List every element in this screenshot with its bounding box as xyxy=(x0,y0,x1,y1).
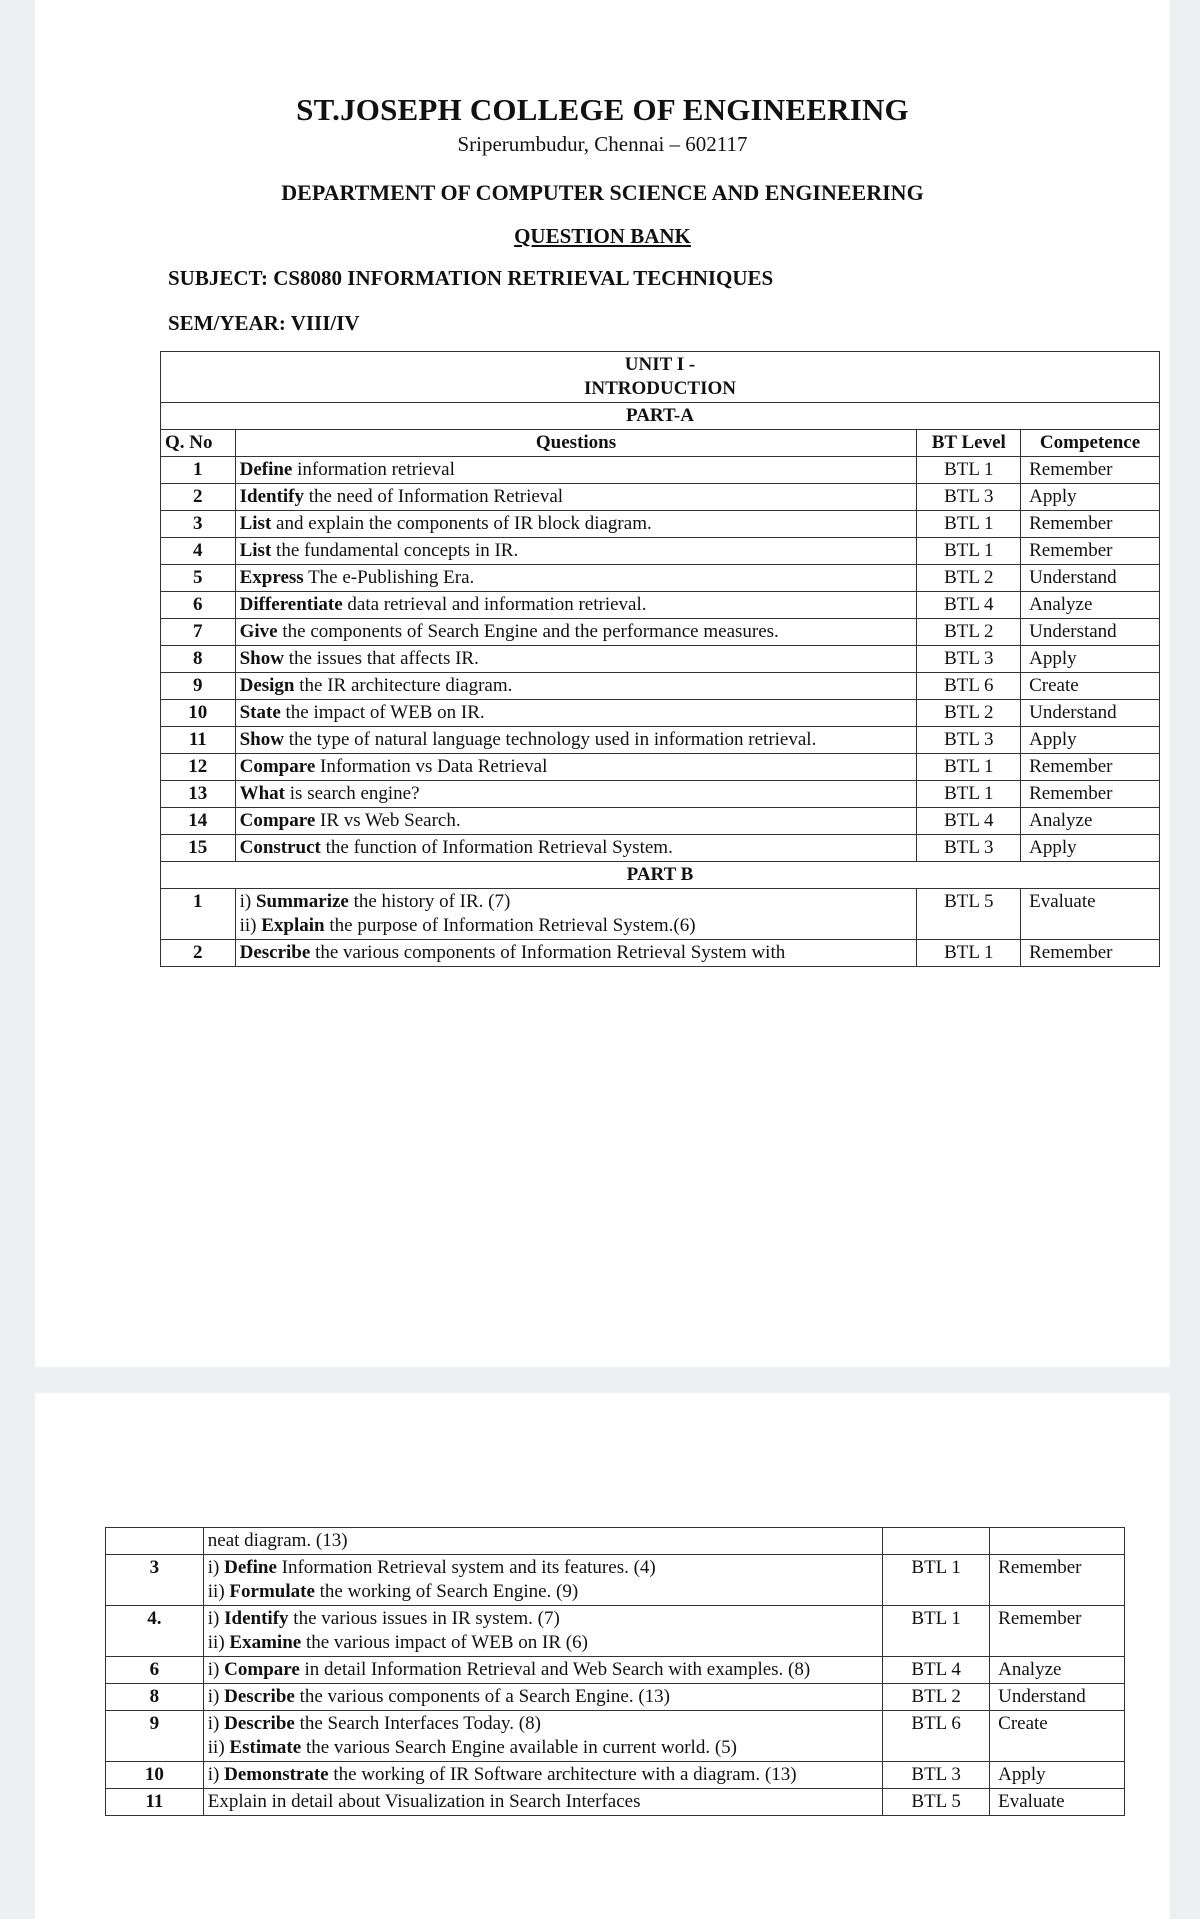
question-rest: IR vs Web Search. xyxy=(315,810,461,831)
question-verb: List xyxy=(239,540,272,561)
question-line xyxy=(208,1580,878,1604)
question-rest: and explain the components of IR block diagram. xyxy=(271,513,652,534)
question-verb: Identify xyxy=(224,1608,289,1629)
bt-level: BTL 6 xyxy=(917,673,1021,700)
question-text xyxy=(235,538,917,565)
question-text xyxy=(203,1711,882,1762)
document-page-1 xyxy=(35,0,1170,1367)
competence: Remember xyxy=(1021,781,1160,808)
question-line xyxy=(208,1556,878,1580)
question-table-page-1 xyxy=(160,351,1160,967)
competence: Analyze xyxy=(990,1657,1125,1684)
question-text xyxy=(203,1555,882,1606)
bt-level: BTL 4 xyxy=(883,1657,990,1684)
table-row xyxy=(161,646,1160,673)
question-line xyxy=(240,914,913,938)
question-number: 15 xyxy=(161,835,236,862)
question-number: 2 xyxy=(161,940,236,967)
question-number: 4 xyxy=(161,538,236,565)
table-row xyxy=(161,835,1160,862)
table-row xyxy=(161,889,1160,940)
question-number: 8 xyxy=(161,646,236,673)
question-verb: Formulate xyxy=(229,1581,315,1602)
competence: Understand xyxy=(990,1684,1125,1711)
part-a-row xyxy=(161,403,1160,430)
bt-level: BTL 3 xyxy=(917,484,1021,511)
question-number: 1 xyxy=(161,889,236,940)
question-rest: the purpose of Information Retrieval System.(6) xyxy=(324,915,696,936)
unit-number: UNIT I - xyxy=(624,354,696,375)
bt-level: BTL 2 xyxy=(917,619,1021,646)
competence: Apply xyxy=(990,1762,1125,1789)
part-a-label: PART-A xyxy=(161,403,1160,430)
question-rest: in detail Information Retrieval and Web Search with examples. (8) xyxy=(299,1659,811,1680)
question-number: 11 xyxy=(161,727,236,754)
bt-level: BTL 5 xyxy=(883,1789,990,1816)
question-prefix: i) xyxy=(239,891,256,912)
college-name: ST.JOSEPH COLLEGE OF ENGINEERING xyxy=(296,92,909,127)
table-row xyxy=(161,727,1160,754)
question-text xyxy=(235,457,917,484)
bt-level: BTL 1 xyxy=(917,457,1021,484)
question-text xyxy=(235,727,917,754)
question-prefix: ii) xyxy=(207,1737,230,1758)
competence: Analyze xyxy=(1021,592,1160,619)
question-number: 11 xyxy=(106,1789,204,1816)
table-row xyxy=(106,1711,1125,1762)
bt-level: BTL 5 xyxy=(917,889,1021,940)
question-verb: Define xyxy=(224,1557,277,1578)
question-text xyxy=(235,835,917,862)
table-row xyxy=(161,592,1160,619)
question-text xyxy=(203,1684,882,1711)
question-line xyxy=(208,1607,878,1631)
question-table-page-2 xyxy=(105,1527,1125,1816)
bt-level: BTL 4 xyxy=(917,808,1021,835)
column-header-row xyxy=(161,430,1160,457)
question-number: 7 xyxy=(161,619,236,646)
question-prefix: i) xyxy=(207,1764,225,1785)
question-rest: The e-Publishing Era. xyxy=(303,567,475,588)
question-verb: What xyxy=(239,783,286,804)
bt-level: BTL 1 xyxy=(917,754,1021,781)
competence: Understand xyxy=(1021,619,1160,646)
question-verb: Show xyxy=(239,729,284,750)
question-line xyxy=(208,1736,878,1760)
question-rest: the fundamental concepts in IR. xyxy=(271,540,519,561)
question-verb: Design xyxy=(239,675,295,696)
table-row xyxy=(161,940,1160,967)
unit-header-row xyxy=(161,352,1160,403)
subject-line: SUBJECT: CS8080 INFORMATION RETRIEVAL TECHNIQUES xyxy=(168,266,774,290)
part-b-row xyxy=(161,862,1160,889)
table-row xyxy=(161,457,1160,484)
question-verb: Give xyxy=(239,621,278,642)
question-line xyxy=(208,1685,878,1709)
question-rest: Information vs Data Retrieval xyxy=(315,756,548,777)
question-verb: List xyxy=(239,513,272,534)
table-row xyxy=(161,754,1160,781)
question-number: 3 xyxy=(106,1555,204,1606)
question-rest: is search engine? xyxy=(285,783,420,804)
bt-level: BTL 2 xyxy=(917,565,1021,592)
question-verb: Compare xyxy=(239,810,316,831)
table-row xyxy=(161,781,1160,808)
question-number: 12 xyxy=(161,754,236,781)
part-b-label: PART B xyxy=(161,862,1160,889)
question-line xyxy=(208,1631,878,1655)
bt-level: BTL 1 xyxy=(917,538,1021,565)
question-prefix: i) xyxy=(207,1608,225,1629)
question-verb: Differentiate xyxy=(239,594,343,615)
question-prefix: i) xyxy=(207,1557,225,1578)
competence: Evaluate xyxy=(990,1789,1125,1816)
competence: Apply xyxy=(1021,484,1160,511)
question-verb: Define xyxy=(239,459,293,480)
question-text xyxy=(203,1606,882,1657)
question-number: 9 xyxy=(106,1711,204,1762)
bt-level: BTL 1 xyxy=(917,781,1021,808)
question-rest: Explain in detail about Visualization in Search Interfaces xyxy=(207,1791,641,1812)
competence: Understand xyxy=(1021,700,1160,727)
question-text xyxy=(235,511,917,538)
department-name: DEPARTMENT OF COMPUTER SCIENCE AND ENGINEERING xyxy=(281,180,924,205)
question-text xyxy=(235,484,917,511)
question-verb: Identify xyxy=(239,486,305,507)
competence: Remember xyxy=(1021,511,1160,538)
bt-level: BTL 1 xyxy=(917,511,1021,538)
question-text xyxy=(235,781,917,808)
question-rest: the working of Search Engine. (9) xyxy=(314,1581,579,1602)
question-line xyxy=(208,1790,878,1814)
question-number: 5 xyxy=(161,565,236,592)
question-rest: the type of natural language technology used in information retrieval. xyxy=(283,729,817,750)
bt-level: BTL 2 xyxy=(883,1684,990,1711)
question-number: 10 xyxy=(161,700,236,727)
question-number: 1 xyxy=(161,457,236,484)
question-number: 8 xyxy=(106,1684,204,1711)
document-type: QUESTION BANK xyxy=(514,224,691,248)
question-text xyxy=(235,619,917,646)
question-text xyxy=(235,673,917,700)
question-text xyxy=(235,754,917,781)
competence: Remember xyxy=(1021,457,1160,484)
question-number: 4. xyxy=(106,1606,204,1657)
question-text xyxy=(235,565,917,592)
continuation-row xyxy=(106,1528,1125,1555)
table-row xyxy=(106,1762,1125,1789)
table-row xyxy=(161,808,1160,835)
question-rest: the working of IR Software architecture with a diagram. (13) xyxy=(328,1764,797,1785)
question-verb: State xyxy=(239,702,281,723)
table-row xyxy=(161,673,1160,700)
question-text xyxy=(203,1657,882,1684)
col-competence: Competence xyxy=(1021,430,1160,457)
question-verb: Examine xyxy=(229,1632,302,1653)
question-prefix: ii) xyxy=(207,1581,230,1602)
competence: Create xyxy=(990,1711,1125,1762)
question-line xyxy=(208,1658,878,1682)
bt-level: BTL 6 xyxy=(883,1711,990,1762)
table-row xyxy=(161,700,1160,727)
question-prefix: i) xyxy=(207,1659,225,1680)
question-rest: the various impact of WEB on IR (6) xyxy=(301,1632,588,1653)
question-prefix: ii) xyxy=(239,915,262,936)
question-line xyxy=(208,1763,878,1787)
question-rest: the impact of WEB on IR. xyxy=(280,702,485,723)
question-verb: Express xyxy=(239,567,304,588)
table-row xyxy=(106,1606,1125,1657)
col-qno: Q. No xyxy=(161,430,236,457)
competence: Apply xyxy=(1021,727,1160,754)
question-verb: Describe xyxy=(224,1713,295,1734)
table-row xyxy=(161,565,1160,592)
question-rest: the various components of a Search Engine. (13) xyxy=(294,1686,670,1707)
question-prefix: ii) xyxy=(207,1632,230,1653)
question-number: 2 xyxy=(161,484,236,511)
question-text xyxy=(235,808,917,835)
competence: Remember xyxy=(1021,940,1160,967)
competence: Evaluate xyxy=(1021,889,1160,940)
bt-level: BTL 3 xyxy=(917,835,1021,862)
question-verb: Explain xyxy=(261,915,325,936)
table-row xyxy=(161,619,1160,646)
college-address: Sriperumbudur, Chennai – 602117 xyxy=(457,132,748,156)
question-verb: Describe xyxy=(239,942,311,963)
table-row xyxy=(106,1657,1125,1684)
bt-level: BTL 3 xyxy=(883,1762,990,1789)
question-rest: the components of Search Engine and the performance measures. xyxy=(277,621,779,642)
question-rest: the Search Interfaces Today. (8) xyxy=(294,1713,541,1734)
continuation-text: neat diagram. (13) xyxy=(203,1528,882,1555)
question-text xyxy=(235,940,917,967)
question-prefix: i) xyxy=(207,1713,225,1734)
question-number: 10 xyxy=(106,1762,204,1789)
competence: Understand xyxy=(1021,565,1160,592)
question-verb: Construct xyxy=(239,837,321,858)
question-line xyxy=(240,941,913,965)
bt-level: BTL 3 xyxy=(917,727,1021,754)
question-text xyxy=(235,700,917,727)
bt-level: BTL 3 xyxy=(917,646,1021,673)
question-verb: Demonstrate xyxy=(224,1764,329,1785)
unit-title: INTRODUCTION xyxy=(583,378,737,399)
question-number: 6 xyxy=(161,592,236,619)
question-verb: Estimate xyxy=(229,1737,302,1758)
question-verb: Compare xyxy=(224,1659,300,1680)
question-line xyxy=(208,1712,878,1736)
competence: Apply xyxy=(1021,835,1160,862)
question-text xyxy=(235,646,917,673)
question-number: 13 xyxy=(161,781,236,808)
bt-level: BTL 1 xyxy=(917,940,1021,967)
question-number: 9 xyxy=(161,673,236,700)
table-row xyxy=(106,1555,1125,1606)
competence: Analyze xyxy=(1021,808,1160,835)
table-row xyxy=(106,1684,1125,1711)
competence: Remember xyxy=(1021,754,1160,781)
bt-level: BTL 4 xyxy=(917,592,1021,619)
question-rest: the issues that affects IR. xyxy=(283,648,479,669)
question-line xyxy=(240,890,913,914)
bt-level: BTL 2 xyxy=(917,700,1021,727)
competence: Apply xyxy=(1021,646,1160,673)
question-rest: the history of IR. (7) xyxy=(348,891,511,912)
sem-year-line: SEM/YEAR: VIII/IV xyxy=(168,311,360,335)
question-verb: Compare xyxy=(239,756,316,777)
question-text xyxy=(235,889,917,940)
question-rest: the need of Information Retrieval xyxy=(304,486,564,507)
table-row xyxy=(161,511,1160,538)
question-text xyxy=(203,1789,882,1816)
question-number: 6 xyxy=(106,1657,204,1684)
question-verb: Summarize xyxy=(255,891,349,912)
question-rest: the various Search Engine available in current world. (5) xyxy=(301,1737,737,1758)
bt-level: BTL 1 xyxy=(883,1555,990,1606)
question-rest: Information Retrieval system and its features. (4) xyxy=(276,1557,656,1578)
question-text xyxy=(235,592,917,619)
question-verb: Describe xyxy=(224,1686,295,1707)
bt-level: BTL 1 xyxy=(883,1606,990,1657)
question-rest: the IR architecture diagram. xyxy=(294,675,513,696)
competence: Remember xyxy=(1021,538,1160,565)
col-question: Questions xyxy=(235,430,917,457)
question-rest: the function of Information Retrieval System. xyxy=(320,837,673,858)
question-rest: the various components of Information Retrieval System with xyxy=(310,942,786,963)
question-prefix: i) xyxy=(207,1686,225,1707)
question-verb: Show xyxy=(239,648,284,669)
question-text xyxy=(203,1762,882,1789)
competence: Remember xyxy=(990,1606,1125,1657)
table-row xyxy=(106,1789,1125,1816)
question-rest: the various issues in IR system. (7) xyxy=(288,1608,560,1629)
col-bt-level: BT Level xyxy=(917,430,1021,457)
table-row xyxy=(161,538,1160,565)
table-row xyxy=(161,484,1160,511)
question-rest: information retrieval xyxy=(292,459,455,480)
question-number: 3 xyxy=(161,511,236,538)
question-number: 14 xyxy=(161,808,236,835)
competence: Remember xyxy=(990,1555,1125,1606)
question-rest: data retrieval and information retrieval. xyxy=(342,594,647,615)
competence: Create xyxy=(1021,673,1160,700)
